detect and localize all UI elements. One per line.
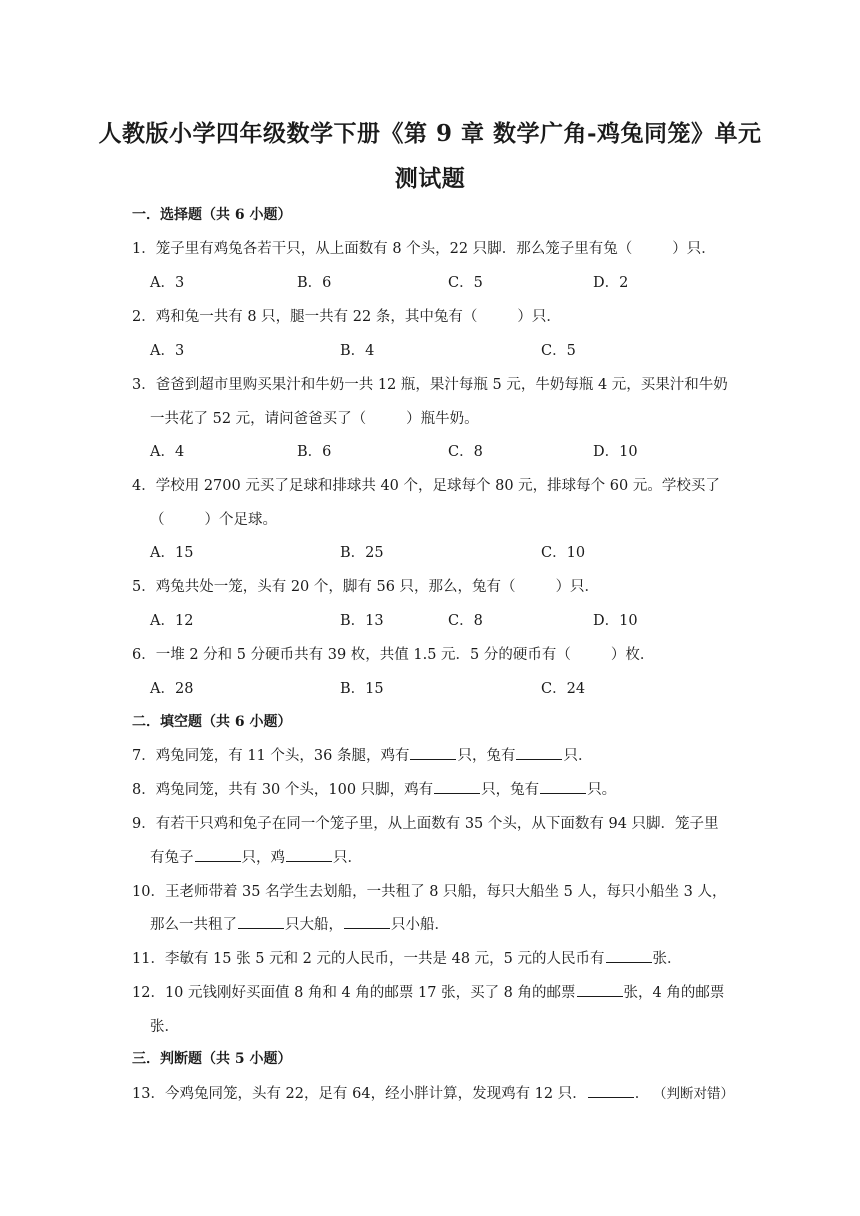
answer-blank[interactable] <box>434 779 480 794</box>
answer-blank[interactable] <box>286 847 332 862</box>
q3-option-c: C．8 <box>448 444 483 460</box>
section-heading-judge: 三．判断题（共 5 小题） <box>132 1051 292 1067</box>
q3-option-d: D．10 <box>593 444 638 460</box>
answer-blank[interactable] <box>588 1083 634 1098</box>
question-9-line-2: 有兔子 只，鸡 只． <box>150 846 362 867</box>
q5-option-c: C．8 <box>448 613 483 629</box>
document-title-line-2: 测试题 <box>394 165 466 192</box>
answer-blank[interactable] <box>410 745 456 760</box>
q3-option-a: A．4 <box>150 444 185 460</box>
question-6: 6．一堆 2 分和 5 分硬币共有 39 枚，共值 1.5 元．5 分的硬币有（ ）枚． <box>132 647 655 663</box>
section-heading-choice: 一．选择题（共 6 小题） <box>132 207 292 223</box>
question-2: 2．鸡和兔一共有 8 只，腿一共有 22 条，其中兔有（ ）只． <box>132 309 561 325</box>
judge-hint: （判断对错） <box>653 1086 734 1102</box>
question-4-line-2: （ ）个足球。 <box>150 512 277 528</box>
question-7: 7．鸡兔同笼，有 11 个头，36 条腿，鸡有 只，兔有 只． <box>132 744 592 765</box>
q2-option-b: B．4 <box>340 343 375 359</box>
q4-option-c: C．10 <box>541 545 586 561</box>
q6-option-c: C．24 <box>541 681 586 697</box>
question-3-line-2: 一共花了 52 元，请问爸爸买了（ ）瓶牛奶。 <box>150 411 479 427</box>
question-4-line-1: 4．学校用 2700 元买了足球和排球共 40 个，足球每个 80 元，排球每个 60 元。学校买了 <box>132 478 720 494</box>
q1-option-c: C．5 <box>448 275 483 291</box>
question-9-line-1: 9．有若干只鸡和兔子在同一个笼子里，从上面数有 35 个头，从下面数有 94 只脚．笼子里 <box>132 816 719 832</box>
answer-blank[interactable] <box>195 847 241 862</box>
question-10-line-1: 10．王老师带着 35 名学生去划船，一共租了 8 只船，每只大船坐 5 人，每只小船坐 3 人， <box>132 884 727 900</box>
q4-option-a: A．15 <box>150 545 194 561</box>
q6-option-b: B．15 <box>340 681 384 697</box>
question-12-line-2: 张． <box>150 1019 179 1035</box>
q1-option-b: B．6 <box>297 275 332 291</box>
answer-blank[interactable] <box>344 914 390 929</box>
q2-option-c: C．5 <box>541 343 576 359</box>
section-heading-fill: 二．填空题（共 6 小题） <box>132 714 292 730</box>
q2-option-a: A．3 <box>150 343 185 359</box>
answer-blank[interactable] <box>516 745 562 760</box>
answer-blank[interactable] <box>606 948 652 963</box>
question-3-line-1: 3．爸爸到超市里购买果汁和牛奶一共 12 瓶，果汁每瓶 5 元，牛奶每瓶 4 元，买果汁和牛奶 <box>132 377 728 393</box>
q5-option-b: B．13 <box>340 613 384 629</box>
answer-blank[interactable] <box>540 779 586 794</box>
question-8: 8．鸡兔同笼，共有 30 个头，100 只脚，鸡有 只，兔有 只。 <box>132 778 616 799</box>
q4-option-b: B．25 <box>340 545 384 561</box>
q5-option-a: A．12 <box>150 613 194 629</box>
question-13: 13．今鸡兔同笼，头有 22，足有 64，经小胖计算，发现鸡有 12 只． ． <box>132 1082 649 1103</box>
q1-option-d: D．2 <box>593 275 629 291</box>
q1-option-a: A．3 <box>150 275 185 291</box>
question-12-line-1: 12．10 元钱刚好买面值 8 角和 4 角的邮票 17 张，买了 8 角的邮票 张，4 角的邮票 <box>132 981 724 1002</box>
answer-blank[interactable] <box>577 982 623 997</box>
question-10-line-2: 那么一共租了 只大船， 只小船． <box>150 913 449 934</box>
question-5: 5．鸡兔共处一笼，头有 20 个，脚有 56 只，那么，兔有（ ）只． <box>132 579 600 595</box>
q3-option-b: B．6 <box>297 444 332 460</box>
question-11: 11．李敏有 15 张 5 元和 2 元的人民币，一共是 48 元，5 元的人民币有 张． <box>132 947 682 968</box>
question-1: 1．笼子里有鸡兔各若干只，从上面数有 8 个头，22 只脚．那么笼子里有兔（ ）只． <box>132 241 716 257</box>
q5-option-d: D．10 <box>593 613 638 629</box>
q6-option-a: A．28 <box>150 681 194 697</box>
document-title-line-1: 人教版小学四年级数学下册《第 9 章 数学广角-鸡兔同笼》单元 <box>98 120 762 147</box>
answer-blank[interactable] <box>238 914 284 929</box>
